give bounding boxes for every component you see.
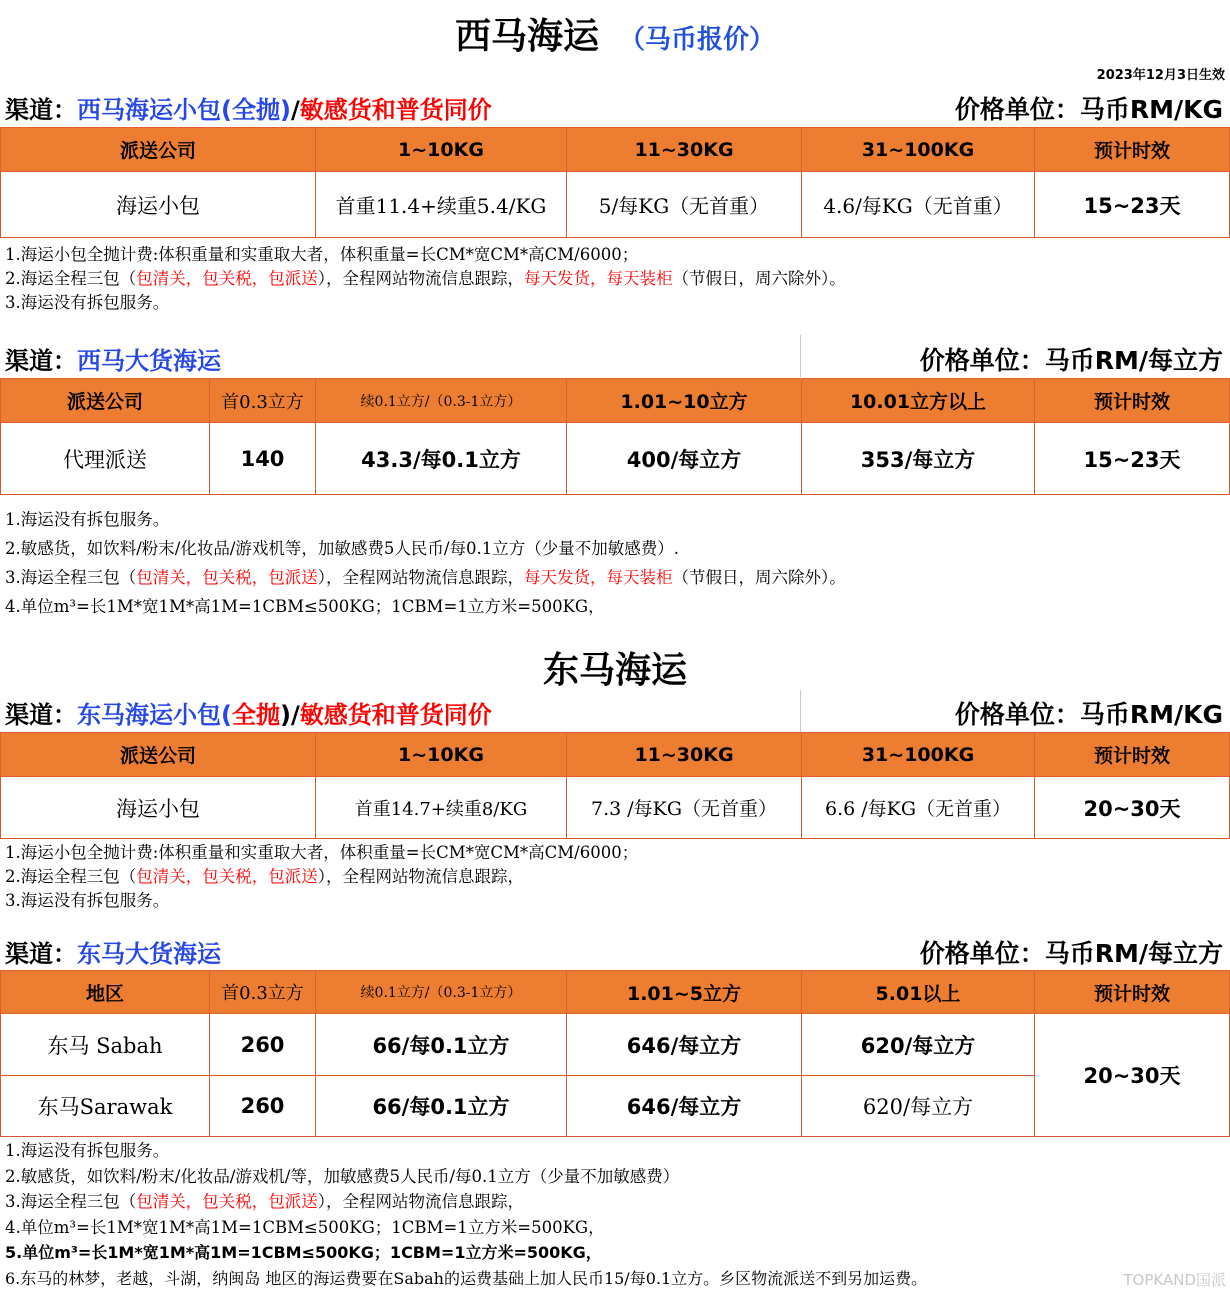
s3-channel-sep: /	[290, 701, 300, 729]
s4-note-2	[5, 1164, 927, 1190]
s4-note-6-text: 6.东马的林梦，老越，斗湖，纳闽岛 地区的海运费要在Sabah的运费基础上加人民币15/每0.1立方。乡区物流派送不到另加运费。	[5, 1268, 928, 1288]
s2-cell-company: 代理派送	[1, 423, 210, 495]
s3-note-3-text: 3.海运没有拆包服务。	[5, 891, 170, 910]
s2-note-3-c: ），全程网站物流信息跟踪，	[317, 568, 524, 587]
s1-cell-11-30kg: 5/每KG（无首重）	[567, 172, 802, 238]
s2-note-4	[5, 592, 846, 621]
s2-th-10up: 10.01立方以上	[802, 379, 1035, 423]
s3-channel-name-red: 全抛	[231, 701, 280, 729]
s4-price-unit: 价格单位：马币RM/每立方	[919, 939, 1223, 968]
s3-cell-11-30kg: 7.3 /每KG（无首重）	[567, 777, 802, 839]
s2-note-4-text: 4.单位m³=长1M*宽1M*高1M=1CBM≤500KG；1CBM=1立方米=500KG，	[5, 597, 605, 616]
s4-note-1-text: 1.海运没有拆包服务。	[5, 1141, 170, 1160]
s2-note-2-text: 2.敏感货，如饮料/粉末/化妆品/游戏机等，加敏感费5人民币/每0.1立方（少量不加敏感费）.	[5, 539, 679, 558]
s4-cell-cont-sarawak: 66/每0.1立方	[316, 1076, 567, 1137]
s3-cell-31-100kg: 6.6 /每KG（无首重）	[802, 777, 1035, 839]
s3-th-company: 派送公司	[1, 733, 316, 777]
s2-divider	[800, 335, 801, 377]
s2-channel	[5, 341, 221, 376]
s2-notes	[5, 505, 846, 621]
s4-note-3	[5, 1189, 927, 1215]
s2-cell-cont: 43.3/每0.1立方	[316, 423, 567, 495]
s2-note-2	[5, 534, 846, 563]
s3-channel-name-end: )	[279, 701, 291, 729]
s3-channel	[5, 695, 492, 730]
s4-cell-first-sabah: 260	[210, 1014, 316, 1076]
s2-cell-first: 140	[210, 423, 316, 495]
s4-cell-first-sarawak: 260	[210, 1076, 316, 1137]
s4-cell-1-5-sarawak: 646/每立方	[567, 1076, 802, 1137]
s2-th-cont: 续0.1立方/（0.3-1立方）	[316, 379, 567, 423]
s1-note-2-b: 包清关，包关税，包派送	[136, 269, 318, 288]
s2-th-1-10: 1.01~10立方	[567, 379, 802, 423]
s3-channel-note: 敏感货和普货同价	[299, 701, 492, 729]
s3-note-2-c: ），全程网站物流信息跟踪，	[317, 867, 524, 886]
s3-note-1-text: 1.海运小包全抛计费:体积重量和实重取大者，体积重量=长CM*宽CM*高CM/6000；	[5, 843, 639, 862]
s1-cell-1-10kg: 首重11.4+续重5.4/KG	[316, 172, 567, 238]
s3-cell-1-10kg: 首重14.7+续重8/KG	[316, 777, 567, 839]
s4-channel	[5, 934, 221, 969]
s4-cell-1-5-sabah: 646/每立方	[567, 1014, 802, 1076]
s4-note-6	[5, 1266, 927, 1292]
s4-note-1	[5, 1138, 927, 1164]
s4-note-4	[5, 1215, 927, 1241]
s4-cell-cont-sabah: 66/每0.1立方	[316, 1014, 567, 1076]
page-title	[0, 8, 1230, 59]
s1-cell-company: 海运小包	[1, 172, 316, 238]
s4-cell-5up-sabah: 620/每立方	[802, 1014, 1035, 1076]
s3-th-1-10kg: 1~10KG	[316, 733, 567, 777]
s4-cell-region-sarawak: 东马Sarawak	[1, 1076, 210, 1137]
s3-cell-eta: 20~30天	[1035, 777, 1230, 839]
s1-channel-sep: /	[290, 96, 300, 124]
s1-note-2-d: 每天发货，每天装柜	[524, 269, 673, 288]
s2-cell-1-10: 400/每立方	[567, 423, 802, 495]
s4-th-5up: 5.01以上	[802, 971, 1035, 1014]
s1-channel-name: 西马海运小包(全抛)	[77, 96, 291, 124]
s1-note-2-e: （节假日，周六除外）。	[672, 269, 846, 288]
s2-cell-10up: 353/每立方	[802, 423, 1035, 495]
s2-note-3-d: 每天发货，每天装柜	[524, 568, 673, 587]
s2-cell-eta: 15~23天	[1035, 423, 1230, 495]
s1-note-1	[5, 243, 846, 267]
s4-note-5	[5, 1240, 927, 1266]
s4-th-eta: 预计时效	[1035, 971, 1230, 1014]
s4-note-5-text: 5.单位m³=长1M*宽1M*高1M=1CBM≤500KG；1CBM=1立方米=500KG，	[5, 1243, 602, 1262]
s2-note-1-text: 1.海运没有拆包服务。	[5, 510, 170, 529]
s4-note-3-b: 包清关，包关税，包派送	[136, 1192, 318, 1211]
s1-note-2-a: 2.海运全程三包（	[5, 269, 137, 288]
s2-th-first: 首0.3立方	[210, 379, 316, 423]
s3-channel-name: 东马海运小包(	[77, 701, 232, 729]
s3-price-unit: 价格单位：马币RM/KG	[954, 700, 1223, 729]
s3-note-1	[5, 841, 638, 865]
s1-th-1-10kg: 1~10KG	[316, 128, 567, 172]
s3-divider	[800, 690, 801, 732]
s2-price-table	[0, 378, 1230, 495]
s1-notes	[5, 243, 846, 315]
s2-note-3-e: （节假日，周六除外）。	[672, 568, 846, 587]
s3-th-11-30kg: 11~30KG	[567, 733, 802, 777]
s1-channel-label: 渠道：	[5, 96, 77, 124]
s2-channel-label: 渠道：	[5, 347, 77, 375]
s3-note-3	[5, 889, 638, 913]
s1-cell-31-100kg: 4.6/每KG（无首重）	[802, 172, 1035, 238]
page-title-text: 西马海运	[454, 16, 599, 57]
s1-note-3	[5, 291, 846, 315]
s2-price-unit: 价格单位：马币RM/每立方	[919, 346, 1223, 375]
s4-note-3-c: ），全程网站物流信息跟踪，	[317, 1192, 524, 1211]
s1-note-2-c: ），全程网站物流信息跟踪，	[317, 269, 524, 288]
s4-cell-5up-sarawak: 620/每立方	[802, 1076, 1035, 1137]
s2-note-3	[5, 563, 846, 592]
s1-cell-eta: 15~23天	[1035, 172, 1230, 238]
s4-th-cont: 续0.1立方/（0.3-1立方）	[316, 971, 567, 1014]
s4-channel-name: 东马大货海运	[77, 940, 221, 968]
s1-note-3-text: 3.海运没有拆包服务。	[5, 293, 170, 312]
s4-note-4-text: 4.单位m³=长1M*宽1M*高1M=1CBM≤500KG；1CBM=1立方米=500KG，	[5, 1217, 605, 1237]
s4-channel-label: 渠道：	[5, 940, 77, 968]
s2-channel-name: 西马大货海运	[77, 347, 221, 375]
s4-price-table	[0, 970, 1230, 1137]
s2-th-eta: 预计时效	[1035, 379, 1230, 423]
s3-note-2-a: 2.海运全程三包（	[5, 867, 137, 886]
s4-th-1-5: 1.01~5立方	[567, 971, 802, 1014]
s2-note-3-b: 包清关，包关税，包派送	[136, 568, 318, 587]
s2-note-3-a: 3.海运全程三包（	[5, 568, 137, 587]
s4-cell-region-sabah: 东马 Sabah	[1, 1014, 210, 1076]
effective-date: 2023年12月3日生效	[1096, 68, 1225, 83]
s1-note-1-text: 1.海运小包全抛计费:体积重量和实重取大者，体积重量=长CM*宽CM*高CM/6000；	[5, 245, 639, 264]
s1-th-company: 派送公司	[1, 128, 316, 172]
s3-price-table	[0, 732, 1230, 839]
s3-note-2	[5, 865, 638, 889]
s3-channel-label: 渠道：	[5, 701, 77, 729]
s3-notes	[5, 841, 638, 913]
s1-channel-note: 敏感货和普货同价	[299, 96, 492, 124]
s4-notes	[5, 1138, 927, 1291]
s1-th-eta: 预计时效	[1035, 128, 1230, 172]
watermark: TOPKAND国派	[1123, 1271, 1226, 1289]
s1-th-31-100kg: 31~100KG	[802, 128, 1035, 172]
s4-th-first: 首0.3立方	[210, 971, 316, 1014]
s2-th-company: 派送公司	[1, 379, 210, 423]
s3-th-31-100kg: 31~100KG	[802, 733, 1035, 777]
s3-cell-company: 海运小包	[1, 777, 316, 839]
s1-price-unit: 价格单位：马币RM/KG	[954, 95, 1223, 124]
s1-price-table	[0, 127, 1230, 238]
s4-cell-eta: 20~30天	[1035, 1014, 1230, 1137]
s4-th-region: 地区	[1, 971, 210, 1014]
section-title-east: 东马海运	[542, 650, 687, 691]
s2-note-1	[5, 505, 846, 534]
s3-th-eta: 预计时效	[1035, 733, 1230, 777]
s3-note-2-b: 包清关，包关税，包派送	[136, 867, 318, 886]
page-subtitle: （马币报价）	[619, 25, 776, 55]
s1-th-11-30kg: 11~30KG	[567, 128, 802, 172]
s1-channel	[5, 90, 492, 125]
s1-note-2	[5, 267, 846, 291]
s4-note-3-a: 3.海运全程三包（	[5, 1192, 137, 1211]
s4-note-2-text: 2.敏感货，如饮料/粉末/化妆品/游戏机/等，加敏感费5人民币/每0.1立方（少量不加敏感费）	[5, 1166, 680, 1186]
